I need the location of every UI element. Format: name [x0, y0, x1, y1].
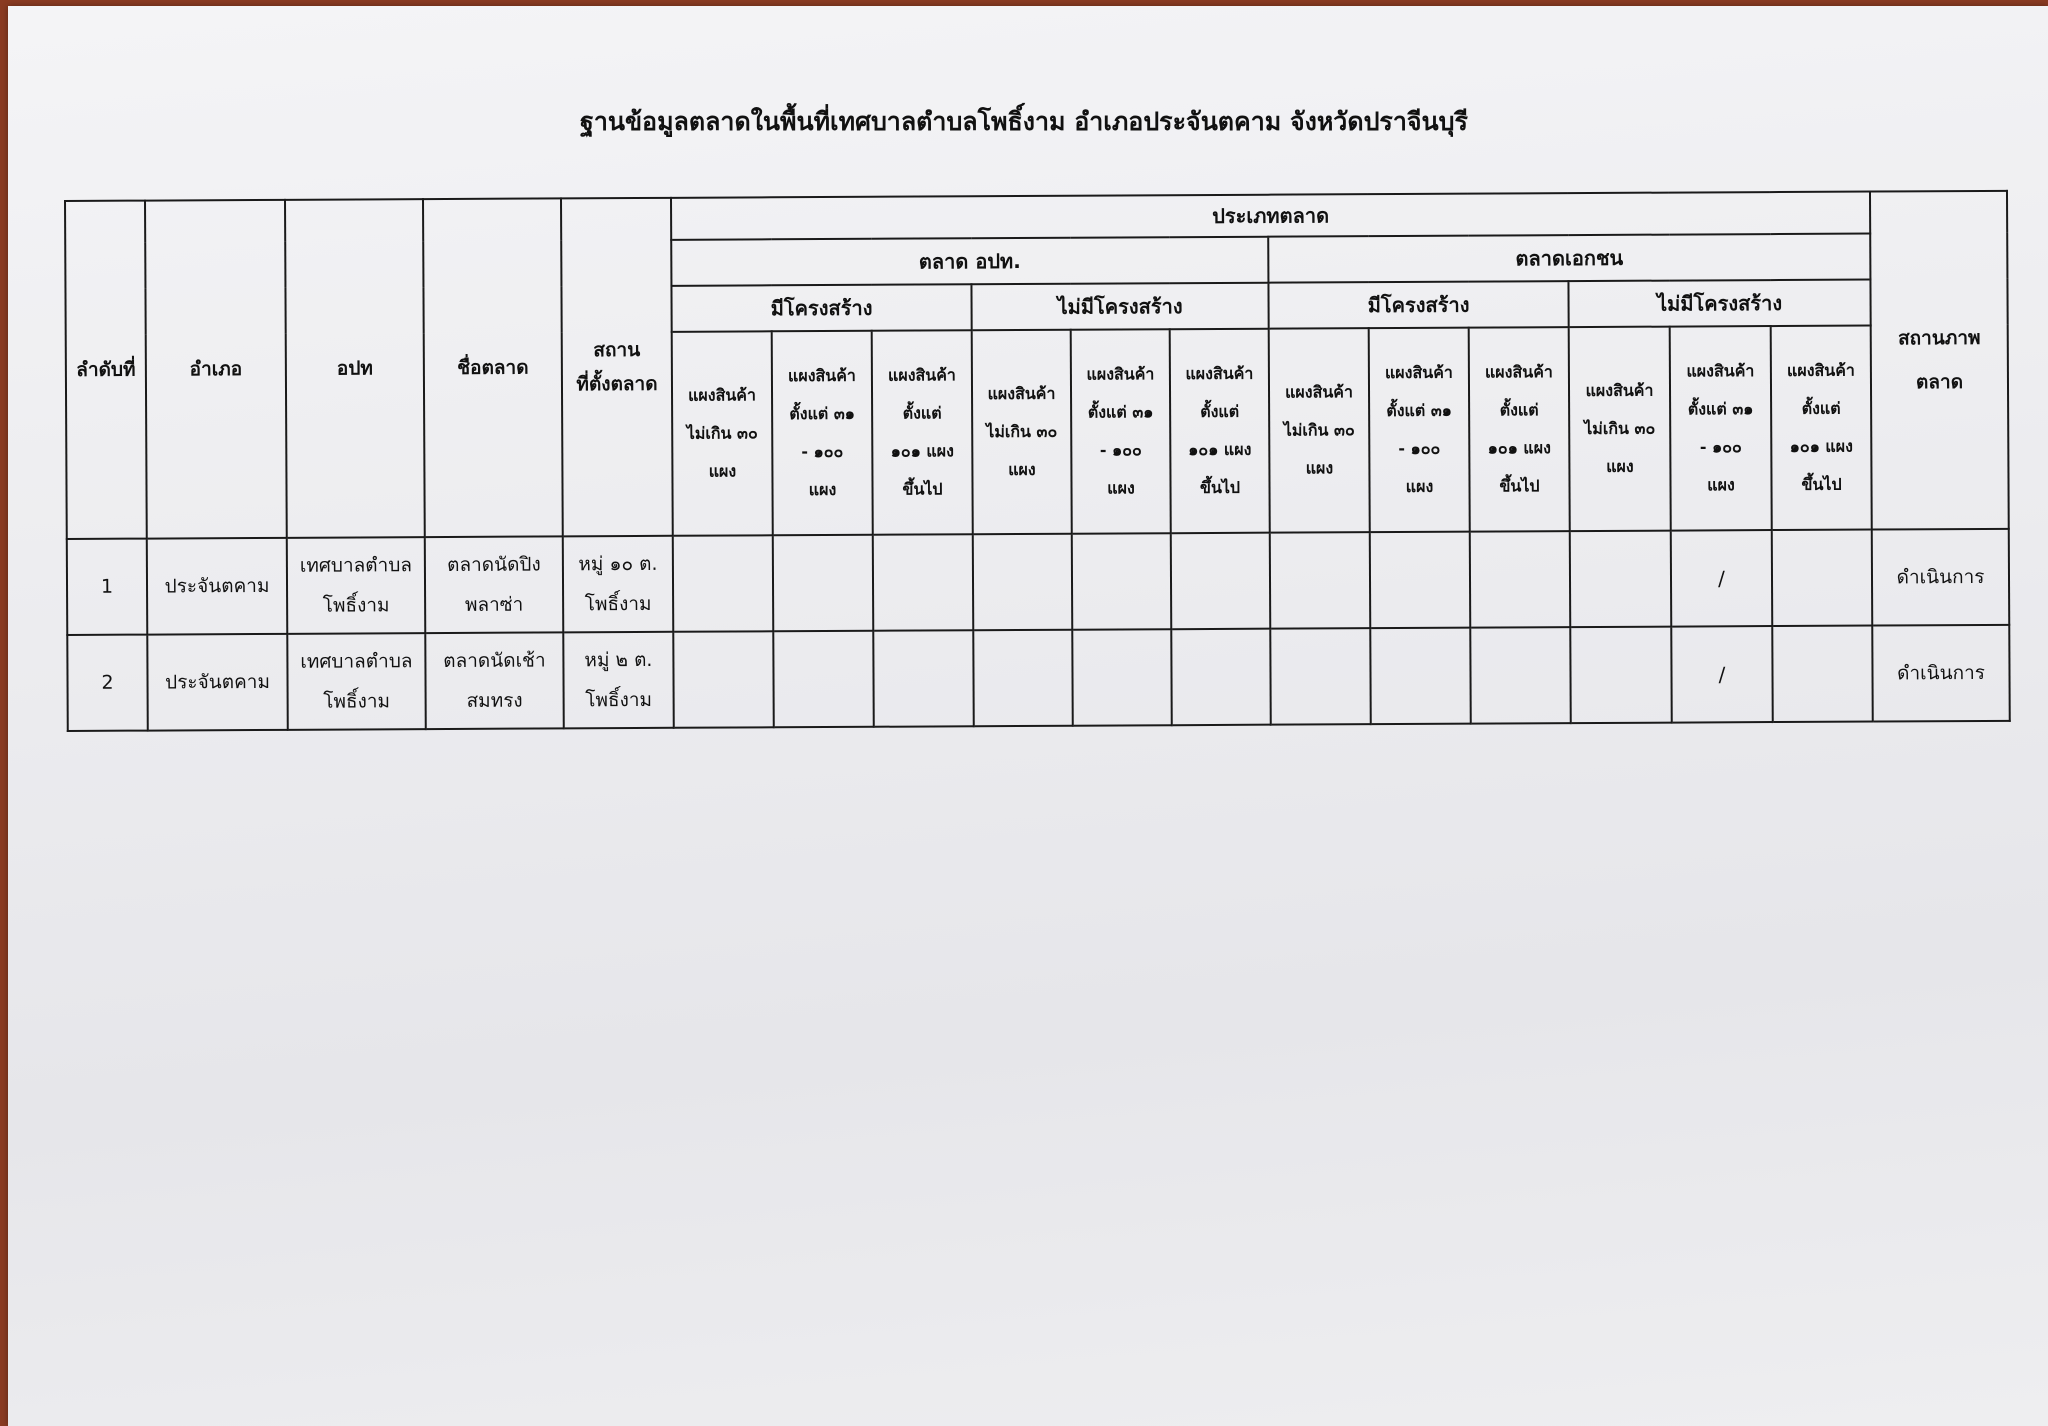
header-stall-small: แผงสินค้า ไม่เกิน ๓๐ แผง	[972, 330, 1072, 535]
table-row	[67, 625, 2010, 731]
empty-cell	[673, 631, 774, 728]
check-mark: /	[1671, 626, 1773, 723]
empty-cell	[973, 630, 1073, 727]
empty-cell	[1772, 530, 1873, 627]
header-private-without-structure: ไม่มีโครงสร้าง	[1568, 280, 1870, 328]
empty-cell	[1772, 626, 1873, 723]
header-lao-without-structure: ไม่มีโครงสร้าง	[971, 283, 1268, 331]
empty-cell	[1570, 627, 1672, 724]
header-stall-small: แผงสินค้า ไม่เกิน ๓๐ แผง	[1569, 327, 1671, 532]
header-district: อำเภอ	[145, 200, 287, 539]
market-table	[64, 190, 2011, 732]
row-market-name: ตลาดนัดปิง พลาซ่า	[425, 536, 564, 633]
header-private-market: ตลาดเอกชน	[1268, 234, 1870, 283]
empty-cell	[773, 535, 874, 632]
check-mark: /	[1671, 530, 1773, 627]
header-market-name: ชื่อตลาด	[423, 198, 563, 537]
header-market-type: ประเภทตลาด	[671, 192, 1870, 240]
document-title: ฐานข้อมูลตลาดในพื้นที่เทศบาลตำบลโพธิ์งาม อำเภอประจันตคาม จังหวัดปราจีนบุรี	[580, 107, 1468, 136]
row-lao: เทศบาลตำบล โพธิ์งาม	[287, 633, 426, 730]
row-location: หมู่ ๒ ต. โพธิ์งาม	[563, 632, 674, 729]
row-no: 1	[67, 539, 148, 635]
row-district: ประจันตคาม	[147, 634, 288, 731]
header-stall-medium: แผงสินค้า ตั้งแต่ ๓๑ - ๑๐๐ แผง	[772, 331, 873, 536]
empty-cell	[1171, 629, 1271, 726]
empty-cell	[1470, 531, 1571, 628]
header-status: สถานภาพ ตลาด	[1870, 191, 2009, 530]
row-status: ดำเนินการ	[1872, 529, 2010, 626]
row-market-name: ตลาดนัดเช้า สมทรง	[425, 632, 564, 729]
empty-cell	[1570, 531, 1672, 628]
empty-cell	[1072, 629, 1172, 726]
header-lao-with-structure: มีโครงสร้าง	[671, 284, 971, 332]
empty-cell	[773, 631, 874, 728]
empty-cell	[1370, 532, 1471, 629]
empty-cell	[973, 534, 1073, 631]
empty-cell	[1270, 532, 1371, 629]
header-no: ลำดับที่	[65, 201, 147, 539]
row-status: ดำเนินการ	[1872, 625, 2010, 722]
empty-cell	[1470, 627, 1571, 724]
header-stall-medium: แผงสินค้า ตั้งแต่ ๓๑ - ๑๐๐ แผง	[1670, 326, 1772, 531]
empty-cell	[1270, 628, 1371, 725]
header-stall-large: แผงสินค้า ตั้งแต่ ๑๐๑ แผง ขึ้นไป	[1170, 329, 1270, 534]
table-row	[67, 529, 2010, 635]
row-district: ประจันตคาม	[147, 538, 288, 635]
header-stall-small: แผงสินค้า ไม่เกิน ๓๐ แผง	[672, 331, 773, 536]
header-stall-large: แผงสินค้า ตั้งแต่ ๑๐๑ แผง ขึ้นไป	[872, 330, 973, 535]
header-lao-market: ตลาด อปท.	[671, 237, 1268, 286]
empty-cell	[873, 534, 974, 631]
header-location: สถาน ที่ตั้งตลาด	[561, 198, 673, 537]
header-stall-large: แผงสินค้า ตั้งแต่ ๑๐๑ แผง ขึ้นไป	[1469, 327, 1570, 532]
header-private-with-structure: มีโครงสร้าง	[1268, 281, 1568, 329]
header-stall-small: แผงสินค้า ไม่เกิน ๓๐ แผง	[1269, 328, 1370, 533]
empty-cell	[1072, 533, 1172, 630]
empty-cell	[1171, 533, 1271, 630]
header-lao: อปท	[285, 199, 425, 538]
empty-cell	[873, 630, 974, 727]
row-no: 2	[67, 635, 148, 731]
header-stall-large: แผงสินค้า ตั้งแต่ ๑๐๑ แผง ขึ้นไป	[1771, 326, 1872, 531]
header-stall-medium: แผงสินค้า ตั้งแต่ ๓๑ - ๑๐๐ แผง	[1071, 329, 1171, 534]
header-stall-medium: แผงสินค้า ตั้งแต่ ๓๑ - ๑๐๐ แผง	[1369, 328, 1470, 533]
empty-cell	[673, 535, 774, 632]
empty-cell	[1370, 628, 1471, 725]
row-location: หมู่ ๑๐ ต. โพธิ์งาม	[563, 536, 674, 633]
row-lao: เทศบาลตำบล โพธิ์งาม	[287, 537, 426, 634]
